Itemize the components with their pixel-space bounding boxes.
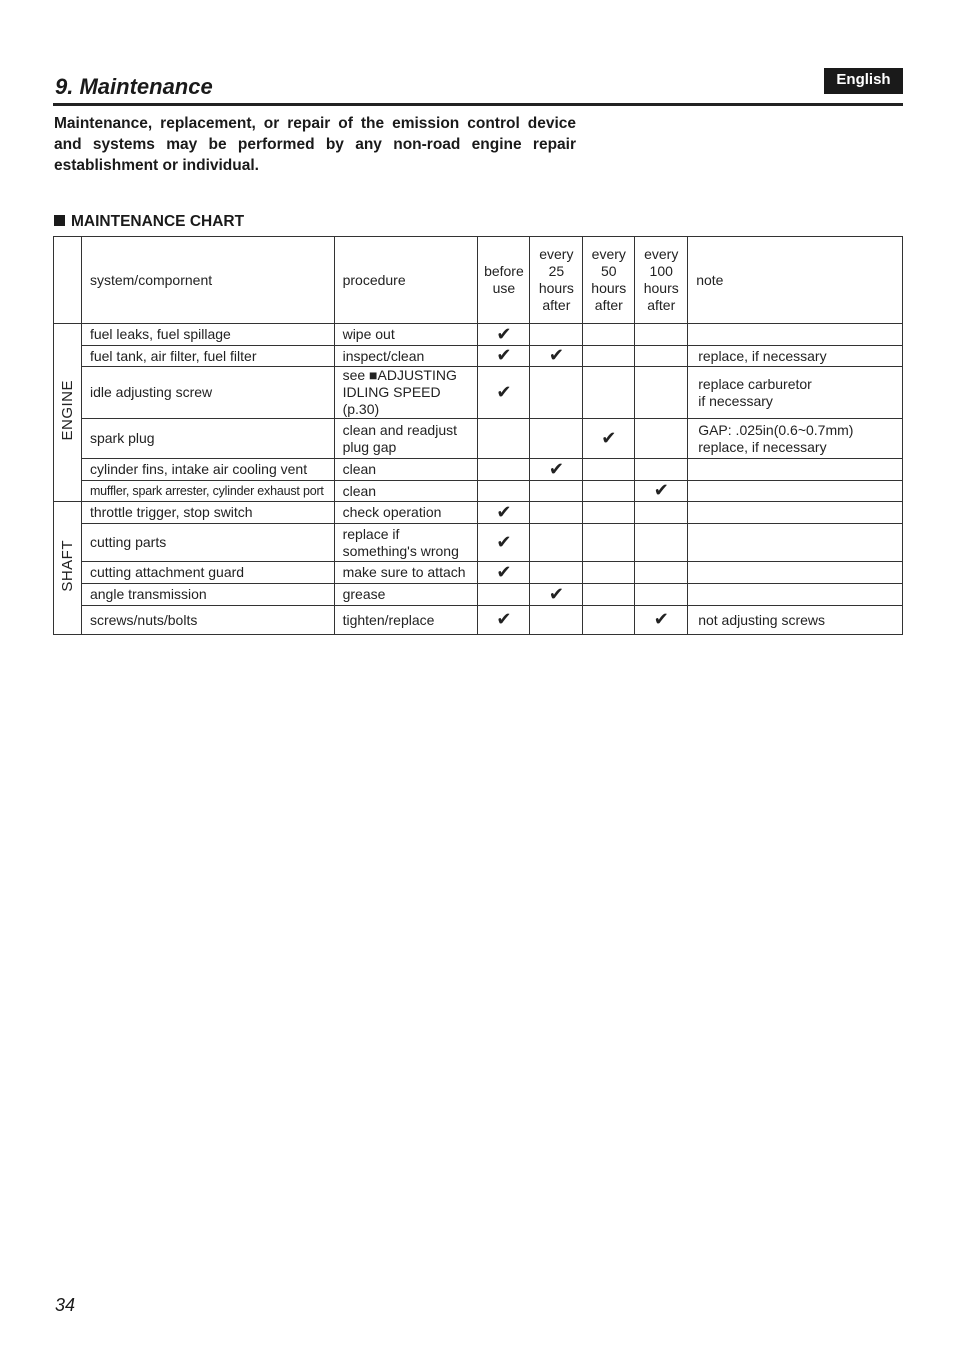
interval-cell-h50 (583, 346, 635, 367)
interval-cell-h100 (635, 606, 688, 635)
note-cell (688, 346, 903, 367)
system-cell: idle adjusting screw (81, 367, 334, 419)
procedure-line: replace if (342, 525, 400, 542)
procedure-line: make sure to attach (342, 564, 466, 580)
intro-paragraph: Maintenance, replacement, or repair of the emission control device and systems may be performed by any non-road engine repair establishment or individual. (54, 115, 576, 174)
note-cell (688, 524, 903, 562)
procedure-line: wipe out (342, 326, 395, 342)
header-every-25: every 25 hours after (530, 237, 583, 324)
procedure-cell (334, 502, 478, 524)
header-every-50: every 50 hours after (583, 237, 635, 324)
table-row (54, 502, 903, 524)
interval-cell-before (478, 502, 530, 524)
interval-cell-h100 (635, 584, 688, 606)
note-cell (688, 502, 903, 524)
check-icon: ✔ (548, 583, 564, 604)
interval-cell-h100 (635, 459, 688, 481)
table-row (54, 324, 903, 346)
interval-cell-before (478, 419, 530, 459)
table-row (54, 346, 903, 367)
system-cell: cutting parts (81, 524, 334, 562)
system-cell: fuel tank, air filter, fuel filter (81, 346, 334, 367)
page-title: 9. Maintenance (55, 74, 213, 99)
procedure-cell (334, 367, 478, 419)
note-line: GAP: .025in(0.6~0.7mm) (698, 421, 854, 438)
table-row (54, 459, 903, 481)
page-number: 34 (55, 1295, 76, 1315)
interval-cell-h100 (635, 367, 688, 419)
table-row (54, 481, 903, 502)
interval-cell-h100 (635, 524, 688, 562)
procedure-cell (334, 524, 478, 562)
interval-cell-before (478, 367, 530, 419)
system-cell: throttle trigger, stop switch (81, 502, 334, 524)
interval-cell-h25 (530, 584, 583, 606)
group-label-cell (54, 502, 82, 635)
note-line: replace carburetor (698, 375, 812, 392)
system-cell: screws/nuts/bolts (81, 606, 334, 635)
table-row (54, 419, 903, 459)
procedure-line: check operation (342, 504, 442, 520)
interval-cell-before (478, 562, 530, 584)
interval-cell-h50 (583, 502, 635, 524)
check-icon: ✔ (496, 345, 512, 365)
interval-cell-before (478, 606, 530, 635)
procedure-cell (334, 481, 478, 502)
table-row (54, 584, 903, 606)
note-cell (688, 367, 903, 419)
procedure-line: clean and readjust (342, 421, 457, 438)
interval-cell-h25 (530, 459, 583, 481)
interval-cell-h50 (583, 459, 635, 481)
procedure-line: plug gap (342, 438, 397, 455)
procedure-line: IDLING SPEED (p.30) (342, 384, 441, 417)
table-row (54, 367, 903, 419)
procedure-cell (334, 346, 478, 367)
interval-cell-before (478, 481, 530, 502)
note-cell (688, 419, 903, 459)
note-cell (688, 584, 903, 606)
check-icon: ✔ (496, 561, 512, 582)
interval-cell-h50 (583, 562, 635, 584)
note-cell (688, 324, 903, 346)
note-cell (688, 459, 903, 481)
interval-cell-h100 (635, 324, 688, 346)
check-icon: ✔ (653, 480, 669, 500)
check-icon: ✔ (496, 609, 512, 629)
interval-cell-before (478, 346, 530, 367)
header-note: note (688, 237, 903, 324)
procedure-line: something's wrong (342, 542, 459, 559)
interval-cell-h100 (635, 346, 688, 367)
interval-cell-before (478, 524, 530, 562)
table-row (54, 524, 903, 562)
procedure-cell (334, 419, 478, 459)
interval-cell-before (478, 584, 530, 606)
interval-cell-h50 (583, 481, 635, 502)
procedure-line: clean (342, 482, 377, 499)
procedure-line: tighten/replace (342, 611, 435, 628)
header-before-use: before use (478, 237, 530, 324)
interval-cell-before (478, 324, 530, 346)
title-divider (53, 103, 903, 106)
check-icon: ✔ (548, 458, 564, 479)
check-icon: ✔ (601, 427, 617, 448)
system-cell: spark plug (81, 419, 334, 459)
maintenance-chart (53, 236, 903, 635)
interval-cell-h25 (530, 524, 583, 562)
interval-cell-h25 (530, 481, 583, 502)
note-cell (688, 562, 903, 584)
interval-cell-h50 (583, 367, 635, 419)
table-row (54, 606, 903, 635)
system-cell: cylinder fins, intake air cooling vent (81, 459, 334, 481)
procedure-cell (334, 459, 478, 481)
note-line: not adjusting screws (698, 611, 826, 628)
interval-cell-h100 (635, 562, 688, 584)
interval-cell-h25 (530, 502, 583, 524)
interval-cell-h50 (583, 524, 635, 562)
procedure-line: inspect/clean (342, 347, 425, 364)
note-line: replace, if necessary (698, 438, 827, 455)
system-cell: cutting attachment guard (81, 562, 334, 584)
interval-cell-h100 (635, 481, 688, 502)
system-cell: muffler, spark arrester, cylinder exhaust port (81, 481, 334, 502)
check-icon: ✔ (496, 323, 512, 344)
procedure-cell (334, 562, 478, 584)
section-heading (54, 213, 244, 231)
check-icon: ✔ (653, 609, 669, 629)
system-cell: angle transmission (81, 584, 334, 606)
interval-cell-h25 (530, 419, 583, 459)
procedure-cell (334, 584, 478, 606)
interval-cell-h100 (635, 502, 688, 524)
interval-cell-h100 (635, 419, 688, 459)
header-row (54, 237, 903, 324)
check-icon: ✔ (548, 345, 564, 365)
note-cell (688, 606, 903, 635)
interval-cell-h25 (530, 562, 583, 584)
procedure-cell (334, 324, 478, 346)
group-label: ENGINE (58, 380, 76, 441)
interval-cell-h25 (530, 346, 583, 367)
interval-cell-h50 (583, 324, 635, 346)
header-group (54, 237, 82, 324)
header-system: system/compornent (81, 237, 334, 324)
check-icon: ✔ (496, 501, 512, 522)
procedure-cell (334, 606, 478, 635)
check-icon: ✔ (496, 531, 512, 552)
group-label: SHAFT (58, 540, 76, 592)
note-line: replace, if necessary (698, 347, 827, 364)
note-cell (688, 481, 903, 502)
interval-cell-before (478, 459, 530, 481)
note-line: if necessary (698, 392, 773, 409)
interval-cell-h50 (583, 419, 635, 459)
system-cell: fuel leaks, fuel spillage (81, 324, 334, 346)
interval-cell-h50 (583, 584, 635, 606)
table-row (54, 562, 903, 584)
interval-cell-h50 (583, 606, 635, 635)
interval-cell-h25 (530, 606, 583, 635)
header-every-100: every 100 hours after (635, 237, 688, 324)
interval-cell-h25 (530, 367, 583, 419)
procedure-line: grease (342, 586, 386, 602)
header-procedure: procedure (334, 237, 478, 324)
interval-cell-h25 (530, 324, 583, 346)
square-bullet-icon (54, 215, 65, 226)
procedure-line: see ■ADJUSTING (342, 367, 457, 383)
section-title: MAINTENANCE CHART (71, 213, 245, 230)
language-badge: English (824, 68, 903, 94)
check-icon: ✔ (496, 381, 512, 402)
procedure-line: clean (342, 461, 377, 477)
group-label-cell (54, 324, 82, 502)
